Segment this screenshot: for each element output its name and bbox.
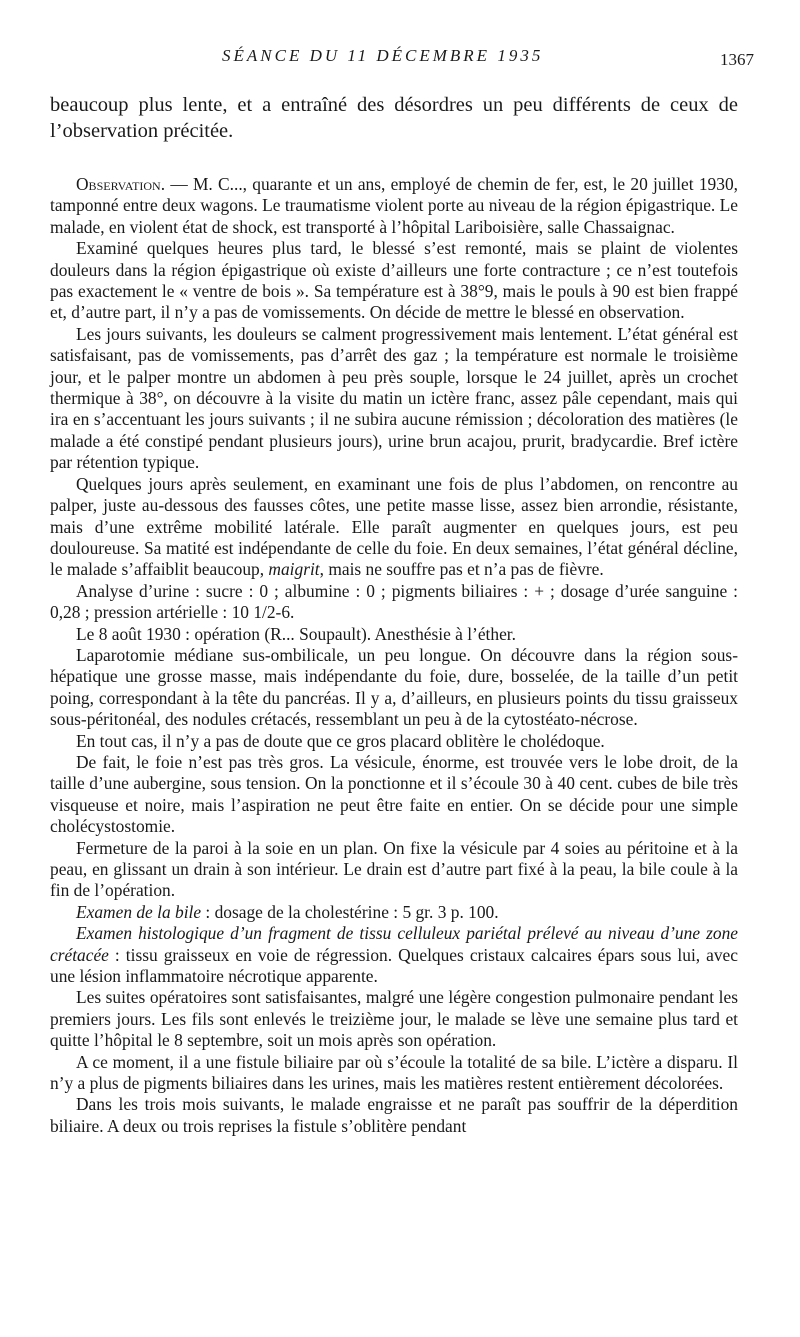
paragraph-doute: En tout cas, il n’y a pas de doute que ce gros placard oblitère le cholédoque.: [76, 730, 605, 751]
page-number: 1367: [720, 50, 754, 69]
observation-text: — M. C..., quarante et un ans, employé de chemin de fer, est, le 20 juillet 1930, tamponné entre deux wagons. Le traumatisme violent porte au niveau de la région épigastrique. Le malade, en violent état de shock, est transporté à l’hôpital Lariboisière, salle Chassaignac.: [50, 174, 738, 237]
quelques-jours-text-1: Quelques jours après seulement, en examinant une fois de plus l’abdomen, on rencontre au palper, juste au-dessous des fausses côtes, une petite masse lisse, assez bien arrondie, résistante, mais d’une extrême mobilité latérale. Elle paraît augmenter en quelques jours, est peu douloureuse. Sa matité est indépendante de celle du foie. En deux semaines, l’état général décline, le malade s’affaiblit beaucoup,: [50, 473, 738, 580]
paragraph-quelques-jours: [50, 474, 738, 581]
paragraph-laparotomie: Laparotomie médiane sus-ombilicale, un peu longue. On découvre dans la région sous-hépatique une grosse masse, mais indépendante du foie, dure, bosselée, de la taille d’un petit poing, correspondant à la tête du pancréas. Il y a, d’ailleurs, en plusieurs points du tissu graisseux sous-péritonéal, des nodules crétacés, ressemblant un peu à de la cytostéato-nécrose.: [50, 644, 738, 730]
running-title: SÉANCE DU 11 DÉCEMBRE 1935: [222, 46, 544, 65]
paragraph-analyse-urine: Analyse d’urine : sucre : 0 ; albumine : 0 ; pigments biliaires : + ; dosage d’urée sanguine : 0,28 ; pression artérielle : 10 1/2-6.: [50, 580, 738, 623]
examen-histologique-text: : tissu graisseux en voie de régression. Quelques cristaux calcaires épars sous lui, avec une lésion inflammatoire nécrotique apparente.: [50, 944, 738, 987]
body-text: [50, 92, 738, 1137]
paragraph-examine: Examiné quelques heures plus tard, le blessé s’est remonté, mais se plaint de violentes douleurs dans la région épigastrique où existe d’ailleurs une forte contracture ; ce n’est toutefois pas exactement le « ventre de bois ». Sa température est à 38°9, mais le pouls à 90 est bien frappé et, d’autre part, il n’y a pas de vomissements. On décide de mettre le blessé en observation.: [50, 238, 738, 323]
running-header: [0, 46, 800, 76]
paragraph-jours-suivants: Les jours suivants, les douleurs se calment progressivement mais lentement. L’état général est satisfaisant, pas de vomissements, pas d’arrêt des gaz ; la température est normale le troisième jour, et le palper montre un abdomen à peu près souple, lorsque le 24 juillet, après un crochet thermique à 38°, on découvre à la visite du matin un ictère franc, assez pâle cependant, mais qui ira en s’accentuant les jours suivants ; il ne subira aucune rémission ; décoloration des matières (le malade a été constipé pendant plusieurs jours), urine brun acajou, prurit, bradycardie. Bref ictère par rétention typique.: [50, 323, 738, 473]
examen-bile-heading: Examen de la bile: [76, 901, 202, 922]
lead-paragraph: beaucoup plus lente, et a entraîné des désordres un peu différents de ceux de l’observation précitée.: [50, 94, 738, 142]
paragraph-operation: Le 8 août 1930 : opération (R... Soupault). Anesthésie à l’éther.: [76, 623, 516, 644]
quelques-jours-text-2: , mais ne souffre pas et n’a pas de fièvre.: [319, 559, 604, 580]
paragraph-fermeture: Fermeture de la paroi à la soie en un plan. On fixe la vésicule par 4 soies au péritoine et à la peau, en glissant un drain à son intérieur. Le drain est d’autre part fixé à la peau, la bile coule à la fin de l’opération.: [50, 837, 738, 901]
paragraph-ce-moment: A ce moment, il a une fistule biliaire par où s’écoule la totalité de sa bile. L’ictère a disparu. Il n’y a plus de pigments biliaires dans les urines, mais les matières restent entièrement décolorées.: [50, 1051, 738, 1094]
paragraph-examen-histologique: [50, 923, 738, 987]
examen-histologique-heading: Examen histologique d’un fragment de tissu celluleux pariétal prélevé au niveau d’une zone crétacée: [50, 923, 738, 965]
quelques-jours-italic: maigrit: [268, 559, 320, 580]
paragraph-trois-mois: Dans les trois mois suivants, le malade engraisse et ne paraît pas souffrir de la déperdition biliaire. A deux ou trois reprises la fistule s’oblitère pendant: [50, 1094, 738, 1136]
observation-label: Observation.: [76, 174, 166, 194]
paragraph-suites-operatoires: Les suites opératoires sont satisfaisantes, malgré une légère congestion pulmonaire pendant les premiers jours. Les fils sont enlevés le treizième jour, le malade se lève une semaine plus tard et quitte l’hôpital le 8 septembre, soit un mois après son opération.: [50, 987, 738, 1051]
observation-paragraph: [50, 174, 738, 238]
paragraph-de-fait: De fait, le foie n’est pas très gros. La vésicule, énorme, est trouvée vers le lobe droit, de la taille d’une aubergine, sous tension. On la ponctionne et il s’écoule 30 à 40 cent. cubes de bile très visqueuse et noire, mais l’aspiration ne peut être faite en entier. On se décide pour une simple cholécystostomie.: [50, 751, 738, 837]
examen-bile-text: : dosage de la cholestérine : 5 gr. 3 p. 100.: [201, 901, 499, 922]
paragraph-examen-bile: [50, 902, 738, 923]
